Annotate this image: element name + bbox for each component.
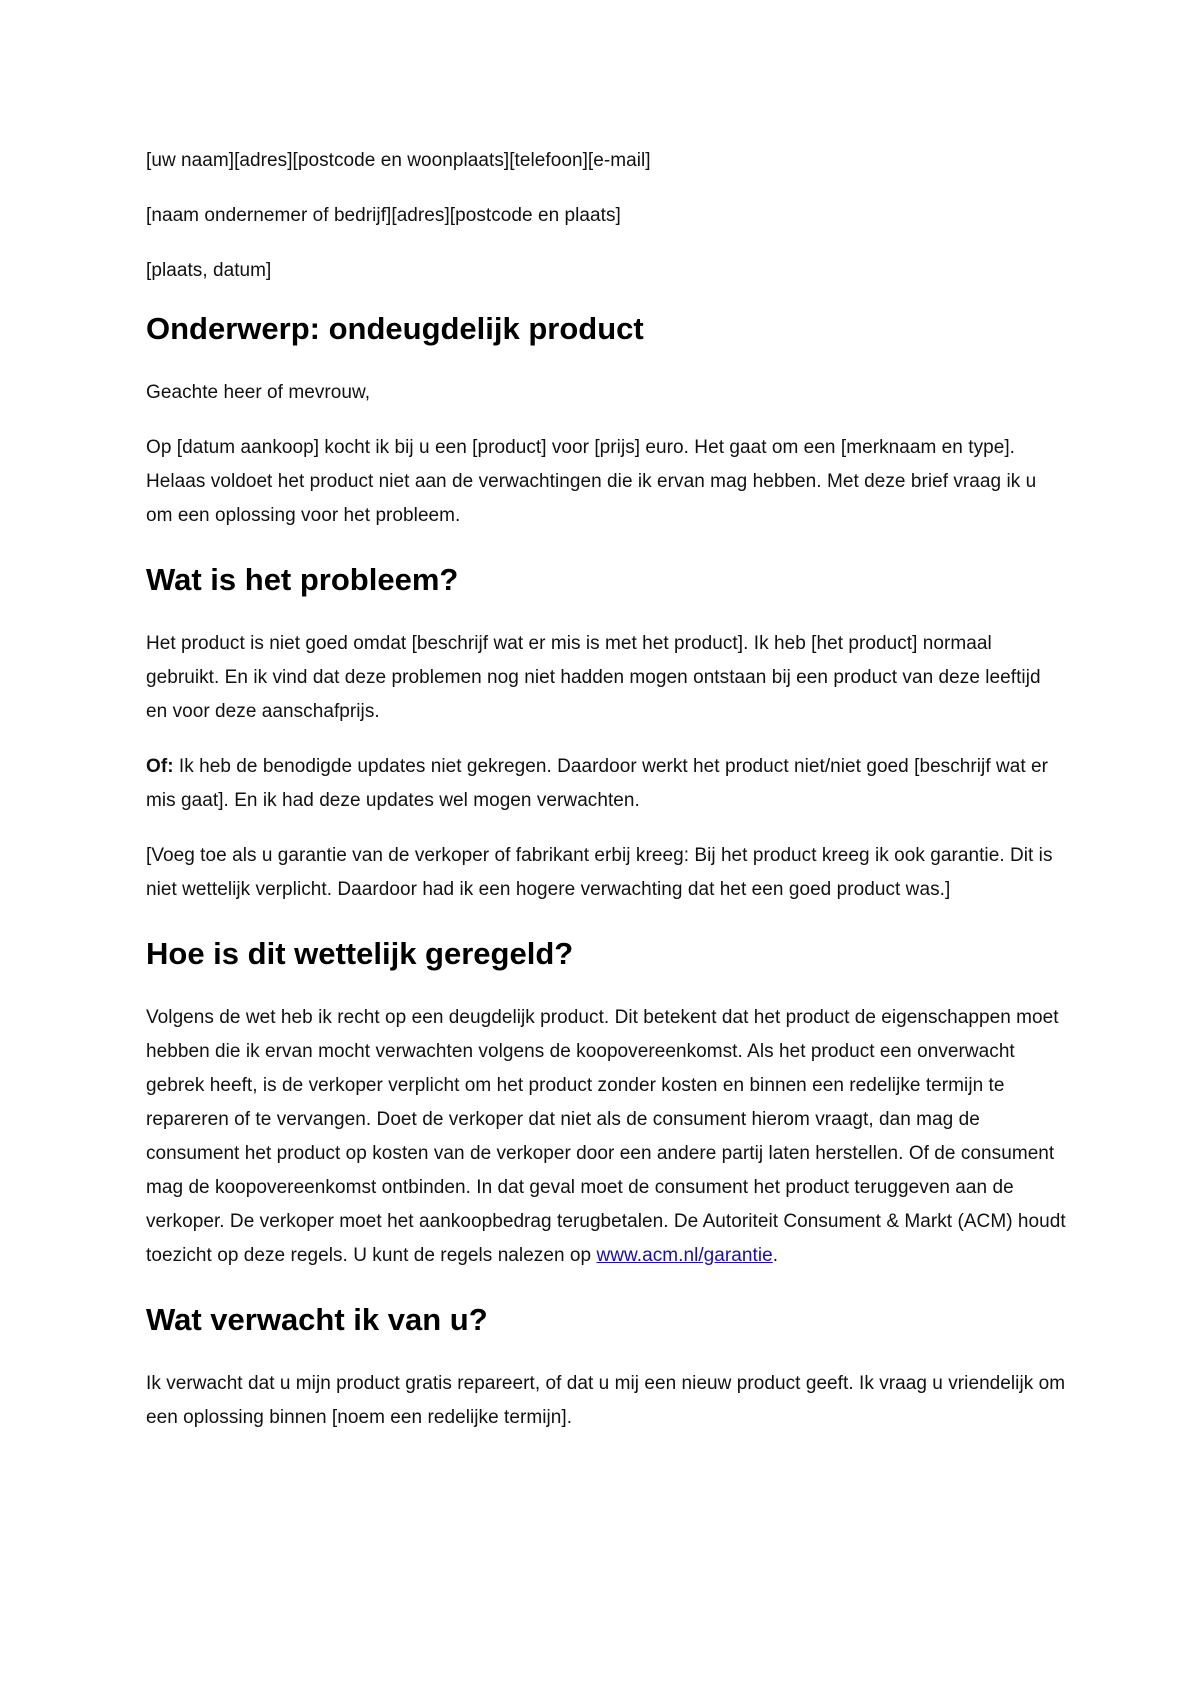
or-label: Of:: [146, 756, 174, 777]
place-date: [plaats, datum]: [146, 260, 272, 281]
recipient-address: [naam ondernemer of bedrijf][adres][postcode en plaats]: [146, 205, 621, 226]
legal-heading: Hoe is dit wettelijk geregeld?: [146, 936, 574, 971]
problem-paragraph: Het product is niet goed omdat [beschrijf wat er mis is met het product]. Ik heb [het product] normaal gebruikt. En ik vind dat deze problemen nog niet hadden mogen ontstaan bij een product van deze leeftijd en voor deze aanschafprijs.: [146, 633, 1041, 722]
updates-paragraph: [146, 750, 1066, 818]
expectation-heading: Wat verwacht ik van u?: [146, 1302, 488, 1337]
updates-text: Ik heb de benodigde updates niet gekregen. Daardoor werkt het product niet/niet goed [beschrijf wat er mis gaat]. En ik had deze updates wel mogen verwachten.: [146, 756, 1049, 811]
legal-end: .: [772, 1245, 779, 1266]
problem-heading: Wat is het probleem?: [146, 562, 459, 597]
acm-link[interactable]: www.acm.nl/garantie: [596, 1245, 773, 1266]
legal-text: Volgens de wet heb ik recht op een deugdelijk product. Dit betekent dat het product de eigenschappen moet hebben die ik ervan mocht verwachten volgens de koopovereenkomst. Als het product een onverwacht gebrek heeft, is de verkoper verplicht om het product zonder kosten en binnen een redelijke termijn te repareren of te vervangen. Doet de verkoper dat niet als de consument hierom vraagt, dan mag de consument het product op kosten van de verkoper door een andere partij laten herstellen. Of de consument mag de koopovereenkomst ontbinden. In dat geval moet de consument het product teruggeven aan de verkoper. De verkoper moet het aankoopbedrag terugbetalen. De Autoriteit Consument & Markt (ACM) houdt toezicht op deze regels. U kunt de regels nalezen op: [146, 1007, 1066, 1266]
legal-paragraph: [146, 1001, 1066, 1273]
salutation: Geachte heer of mevrouw,: [146, 382, 371, 403]
warranty-paragraph: [Voeg toe als u garantie van de verkoper of fabrikant erbij kreeg: Bij het product kreeg ik ook garantie. Dit is niet wettelijk verplicht. Daardoor had ik een hogere verwachting dat het een goed product was.]: [146, 845, 1053, 900]
subject-heading: Onderwerp: ondeugdelijk product: [146, 311, 644, 346]
intro-paragraph: Op [datum aankoop] kocht ik bij u een [product] voor [prijs] euro. Het gaat om een [merknaam en type]. Helaas voldoet het product niet aan de verwachtingen die ik ervan mag hebben. Met deze brief vraag ik u om een oplossing voor het probleem.: [146, 437, 1037, 526]
expectation-paragraph: Ik verwacht dat u mijn product gratis repareert, of dat u mij een nieuw product geeft. Ik vraag u vriendelijk om een oplossing binnen [noem een redelijke termijn].: [146, 1373, 1066, 1428]
sender-address: [uw naam][adres][postcode en woonplaats][telefoon][e-mail]: [146, 150, 651, 171]
letter-body: [146, 144, 1066, 1456]
